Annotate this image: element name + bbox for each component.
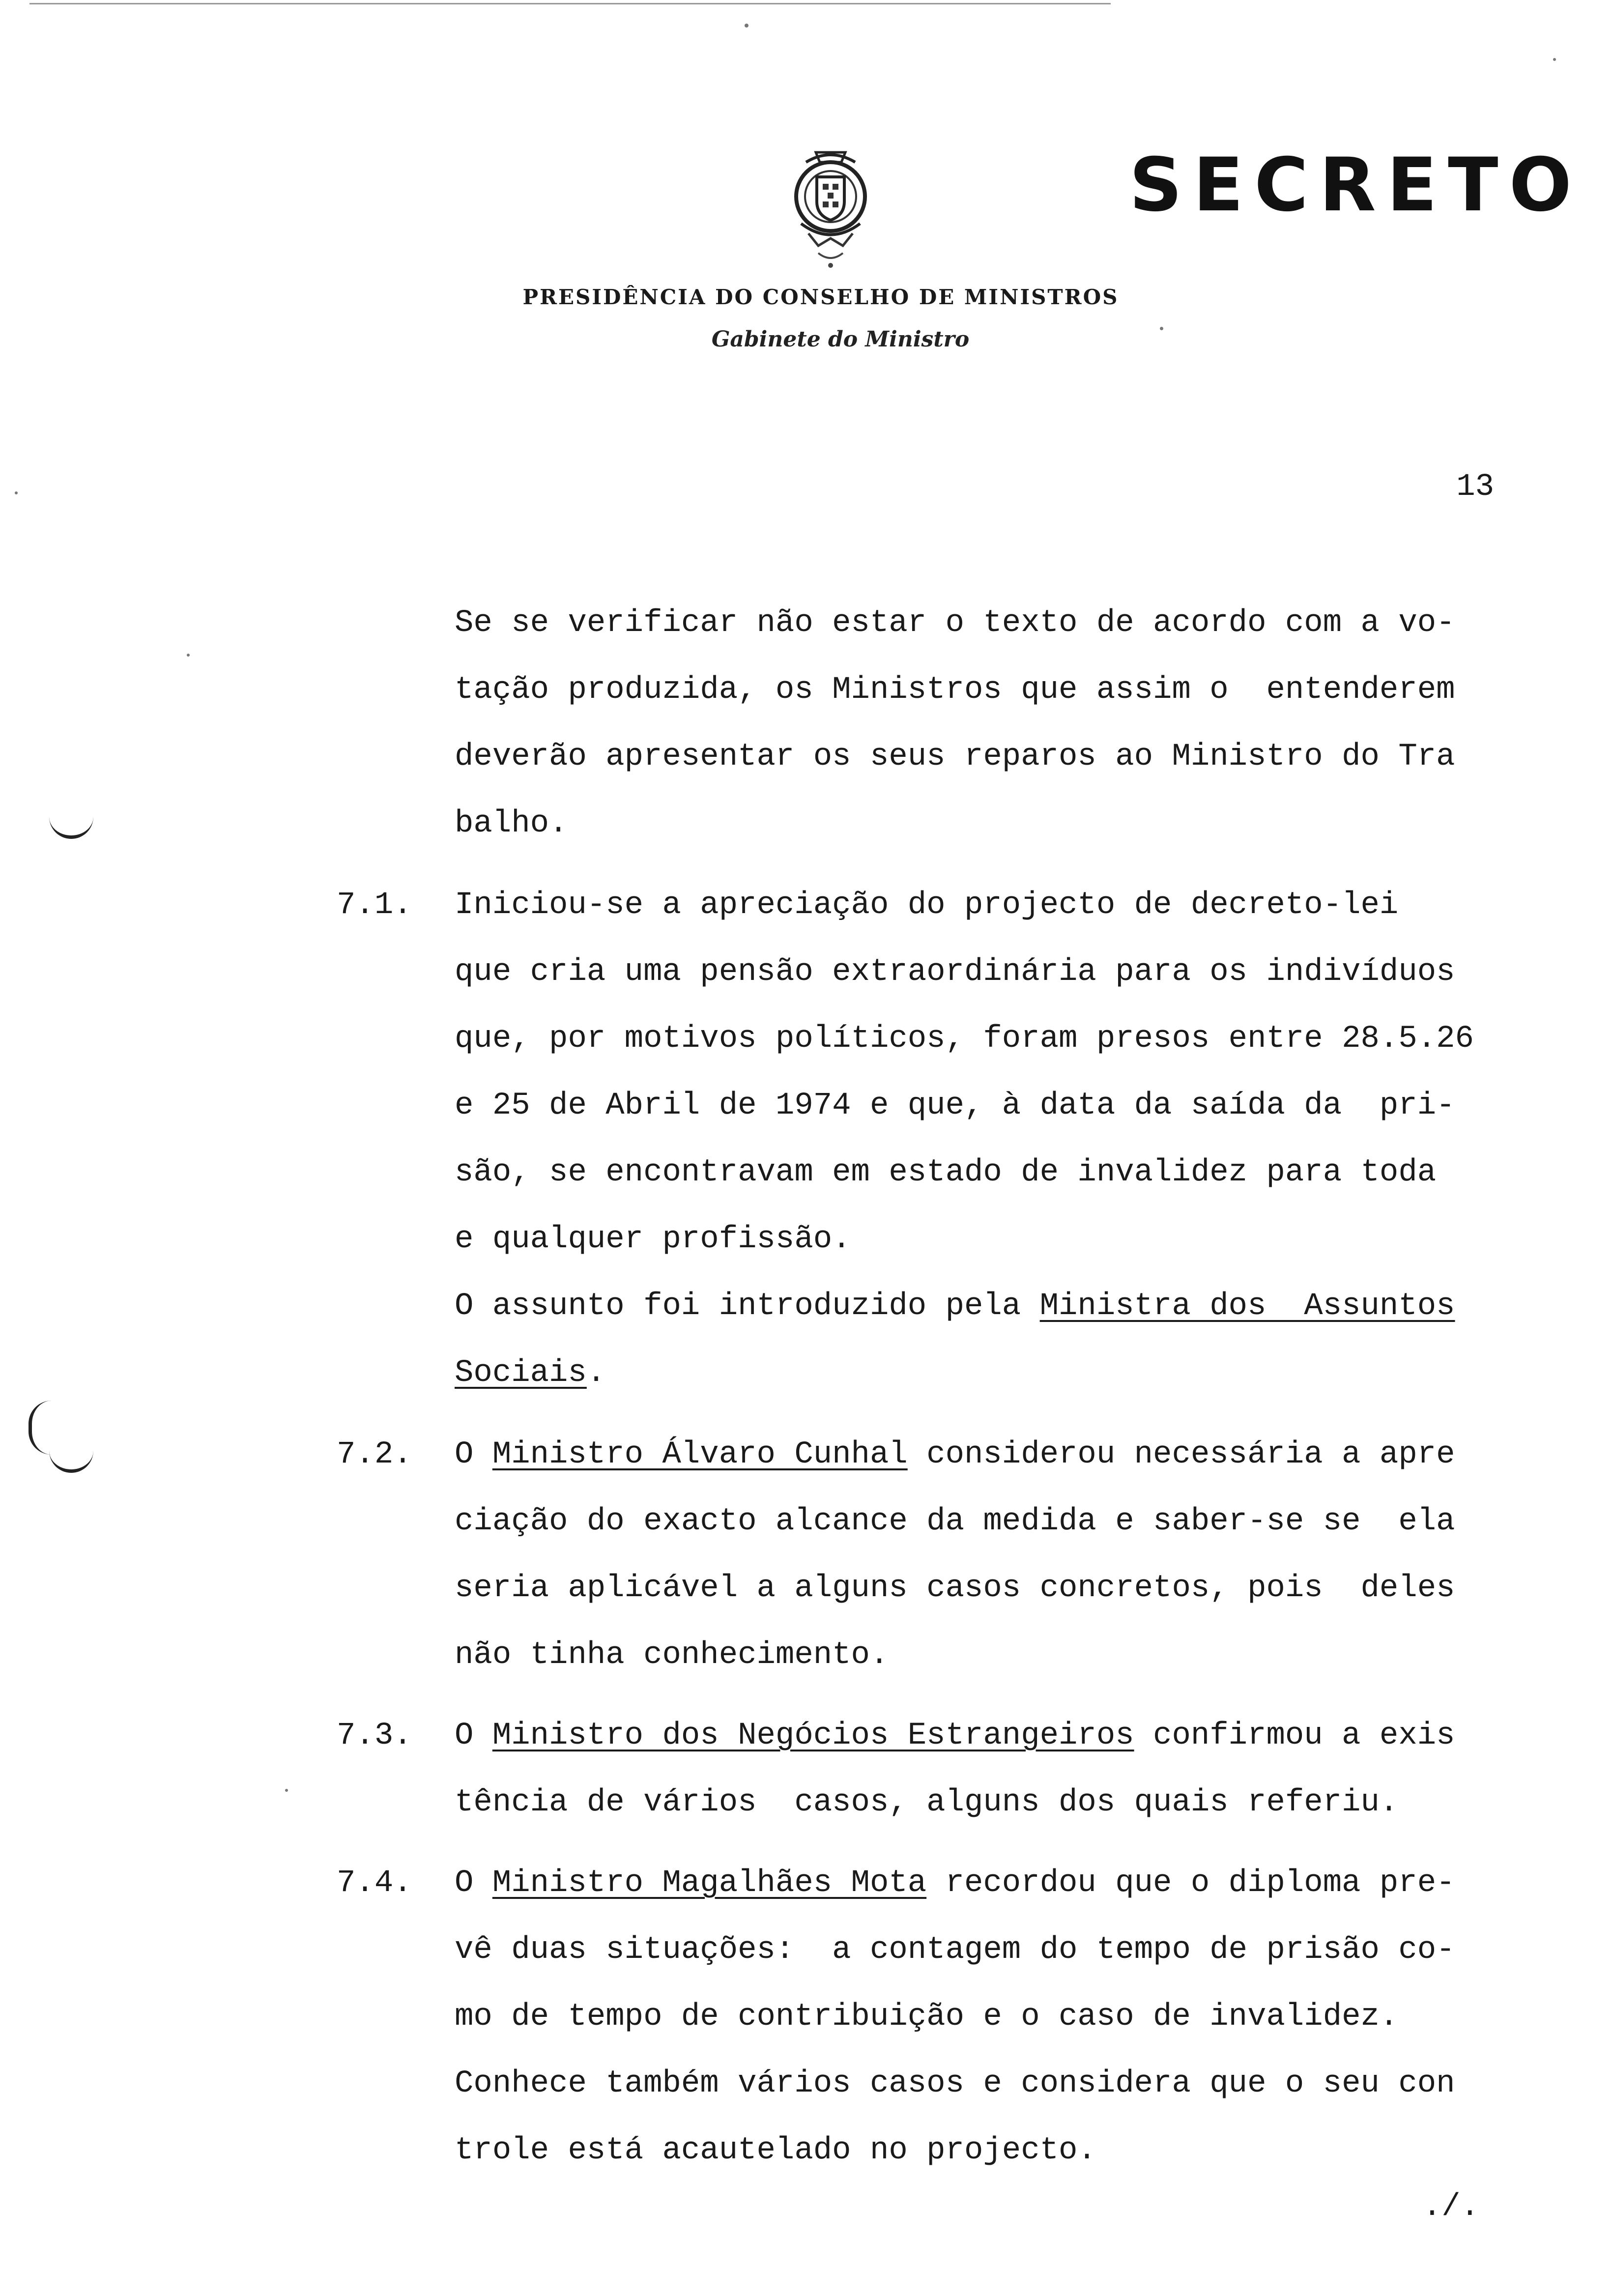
institution-name: PRESIDÊNCIA DO CONSELHO DE MINISTROS: [522, 285, 1119, 309]
text-segment: recordou que o diploma pre-: [926, 1866, 1455, 1901]
paragraph-line: Iniciou-se a apreciação do projecto de decreto-lei: [455, 888, 1399, 923]
paragraph-line: mo de tempo de contribuição e o caso de invalidez.: [455, 1999, 1399, 2035]
continuation-mark: ./.: [1422, 2189, 1479, 2225]
binder-hole-mark: [49, 1450, 93, 1473]
paragraph-line: trole está acautelado no projecto.: [455, 2133, 1096, 2168]
scan-edge-line: [29, 3, 1111, 4]
item-number: 7.3.: [337, 1718, 412, 1753]
paragraph-line: [455, 1867, 1455, 1899]
underlined-name: Sociais: [455, 1355, 587, 1391]
binder-hole-mark: [49, 816, 93, 839]
underlined-name: Ministra dos Assuntos: [1039, 1289, 1455, 1324]
office-name: Gabinete do Ministro: [711, 327, 970, 352]
underlined-name: Ministro Magalhães Mota: [492, 1866, 927, 1901]
paragraph-line: e 25 de Abril de 1974 e que, à data da saída da pri-: [455, 1088, 1455, 1123]
scan-speck: [745, 24, 748, 28]
paragraph-line: são, se encontravam em estado de invalidez para toda: [455, 1155, 1437, 1190]
underlined-name: Ministro Álvaro Cunhal: [492, 1437, 908, 1472]
text-segment: .: [586, 1355, 606, 1391]
text-segment: confirmou a exis: [1134, 1718, 1455, 1753]
classification-stamp: SECRETO: [1129, 143, 1583, 228]
paragraph-line: tência de vários casos, alguns dos quais referiu.: [455, 1785, 1399, 1820]
page-number: 13: [1456, 469, 1494, 505]
paragraph-line: não tinha conhecimento.: [455, 1637, 889, 1673]
text-segment: considerou necessária a apre: [907, 1437, 1455, 1472]
scan-speck: [15, 491, 18, 494]
item-number: 7.1.: [337, 888, 412, 923]
scan-speck: [285, 1789, 288, 1792]
paragraph-line: [455, 1291, 1455, 1322]
paragraph-line: balho.: [455, 806, 568, 841]
item-number: 7.2.: [337, 1437, 412, 1472]
scan-speck: [1553, 58, 1556, 61]
paragraph-line: seria aplicável a alguns casos concretos, pois deles: [455, 1571, 1455, 1606]
text-segment: O: [455, 1718, 492, 1753]
text-segment: O: [455, 1437, 492, 1472]
paragraph-line: vê duas situações: a contagem do tempo de prisão co-: [455, 1932, 1455, 1968]
paragraph-line: que, por motivos políticos, foram presos entre 28.5.26: [455, 1021, 1474, 1057]
paragraph-line: Conhece também vários casos e considera que o seu con: [455, 2066, 1455, 2101]
paragraph-line: ciação do exacto alcance da medida e saber-se se ela: [455, 1504, 1455, 1539]
text-segment: O: [455, 1866, 492, 1901]
underlined-name: Ministro dos Negócios Estrangeiros: [492, 1718, 1134, 1753]
coat-of-arms-emblem: [772, 143, 890, 275]
paragraph-line: tação produzida, os Ministros que assim o entenderem: [455, 672, 1455, 708]
scan-speck: [187, 654, 190, 657]
item-number: 7.4.: [337, 1866, 412, 1901]
paragraph-line: [455, 1439, 1455, 1470]
binder-hole-mark: [29, 1401, 52, 1455]
paragraph-line: deverão apresentar os seus reparos ao Ministro do Tra: [455, 739, 1455, 775]
paragraph-line: [455, 1357, 605, 1389]
paragraph-line: Se se verificar não estar o texto de acordo com a vo-: [455, 605, 1455, 641]
paragraph-line: que cria uma pensão extraordinária para os indivíduos: [455, 954, 1455, 990]
text-segment: O assunto foi introduzido pela: [455, 1289, 1040, 1324]
scan-speck: [1160, 327, 1163, 330]
paragraph-line: e qualquer profissão.: [455, 1222, 851, 1257]
paragraph-line: [455, 1720, 1455, 1751]
